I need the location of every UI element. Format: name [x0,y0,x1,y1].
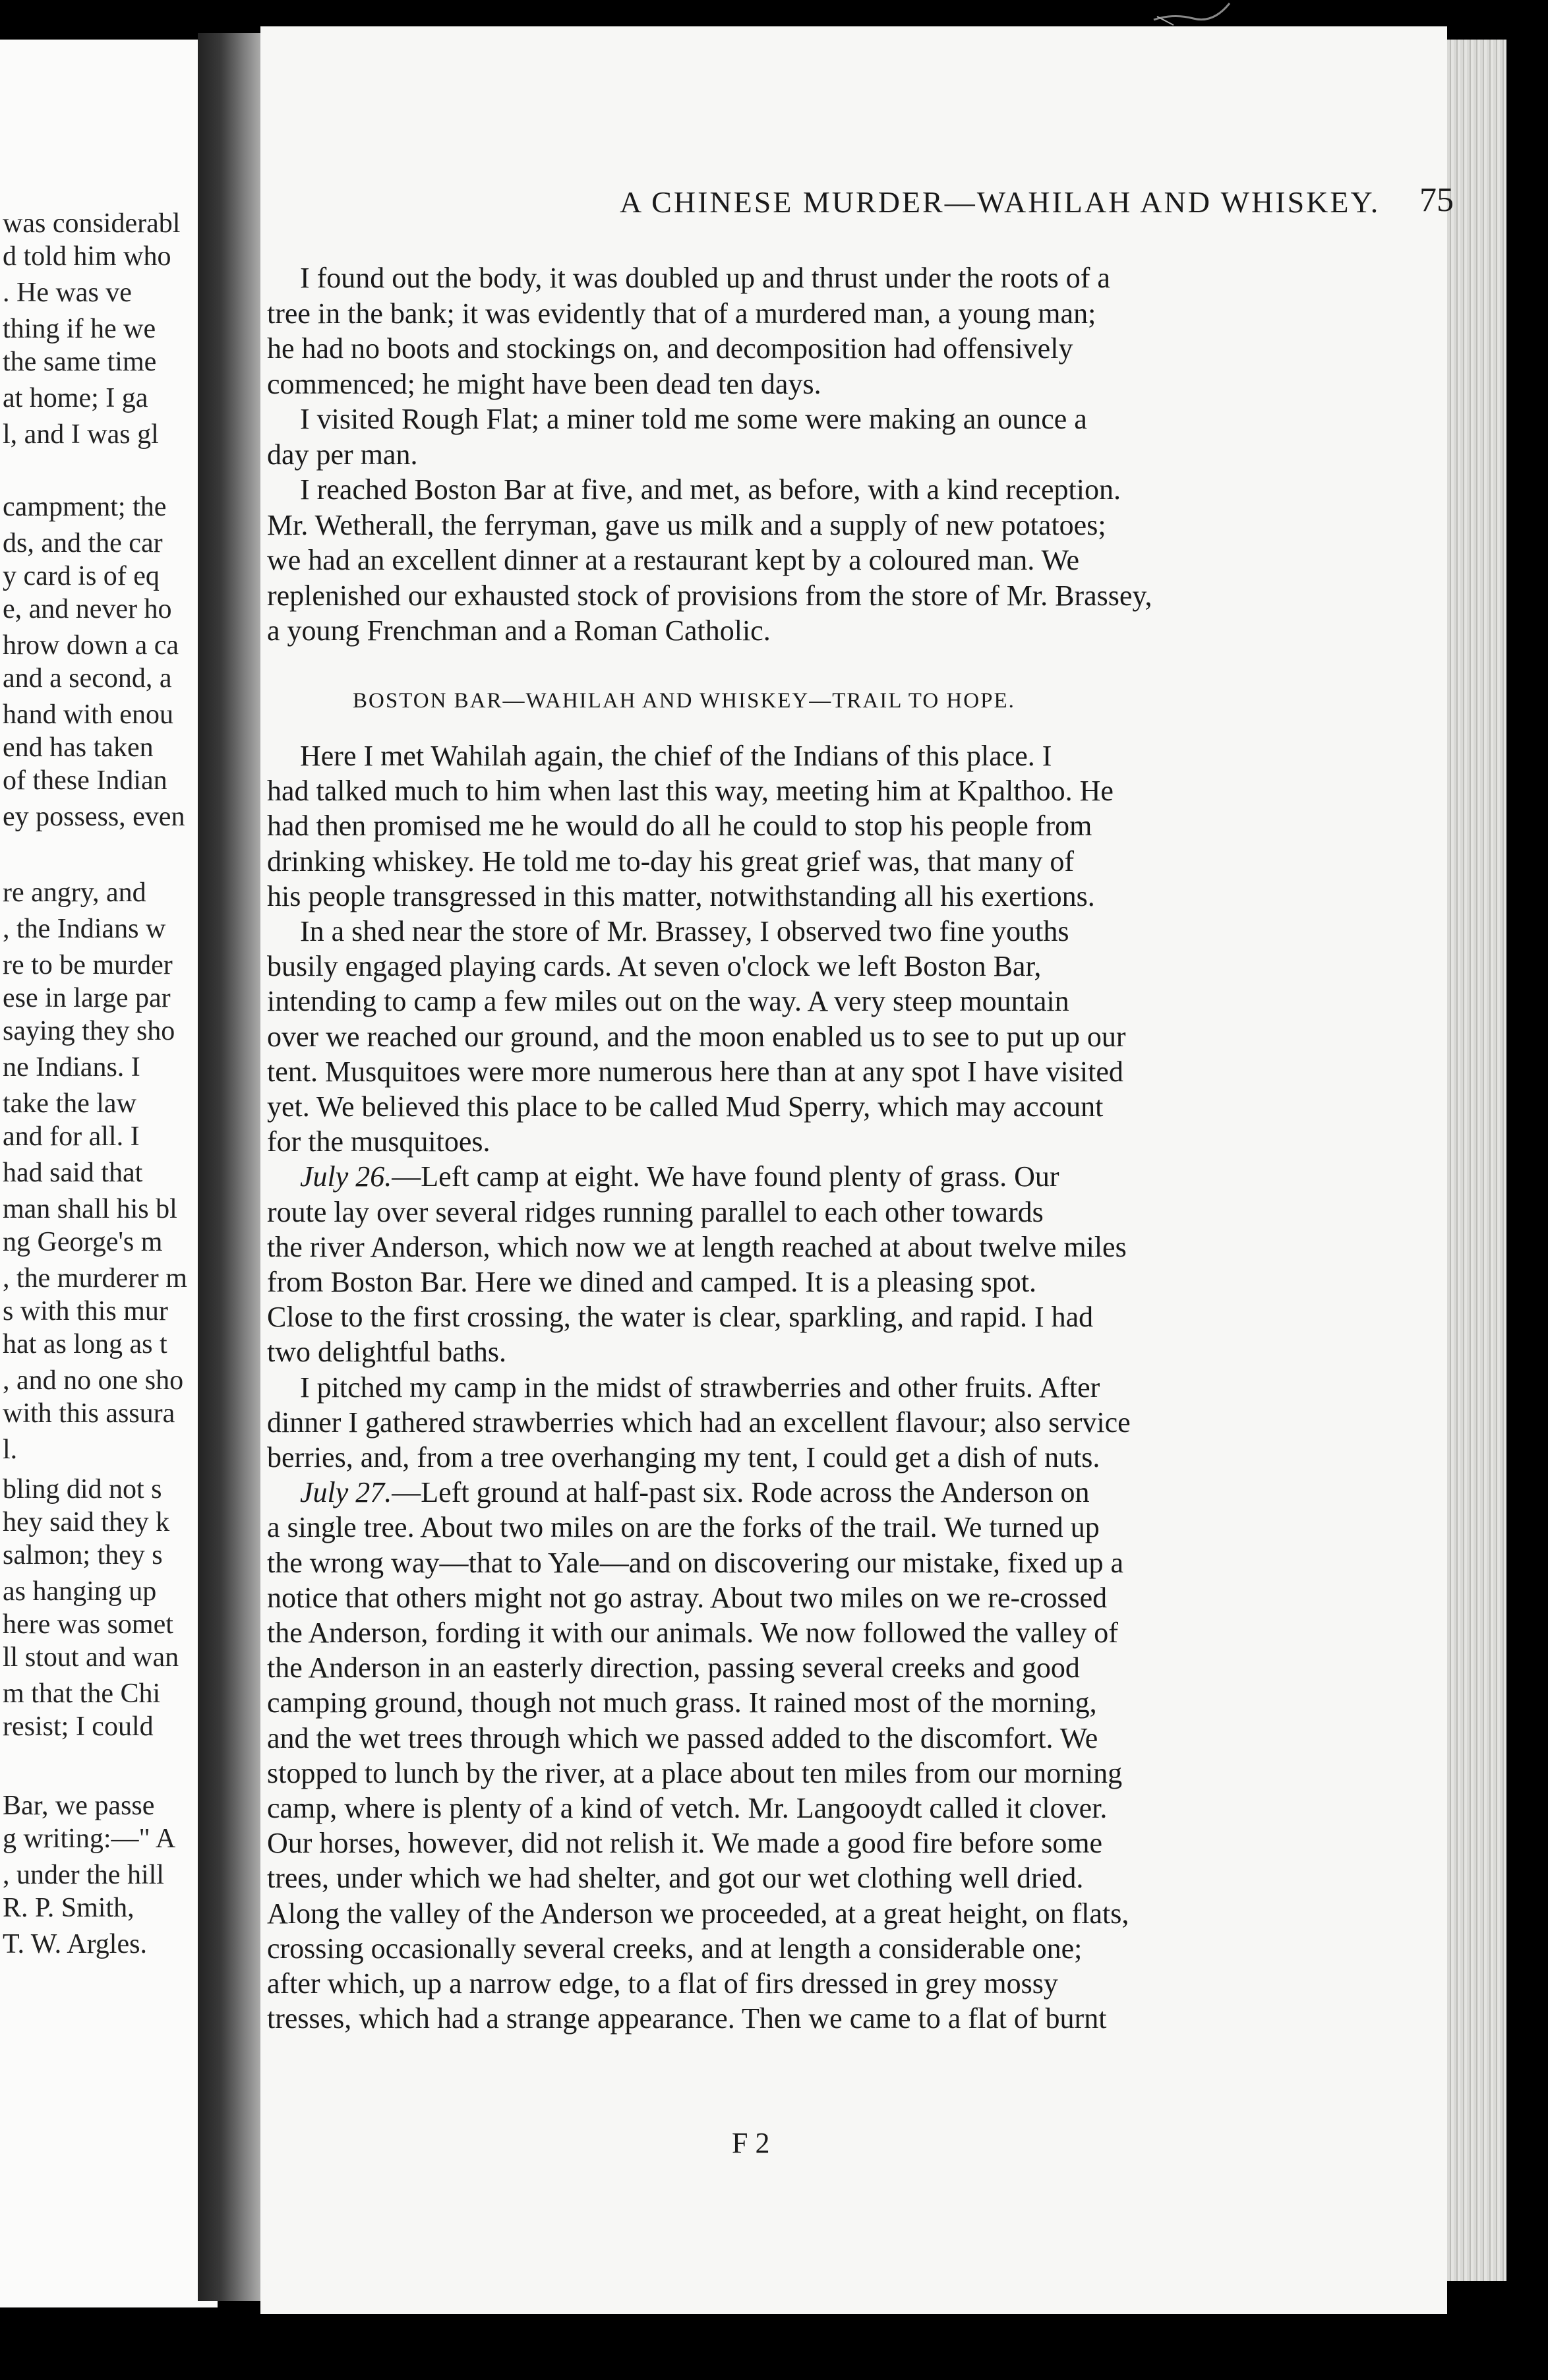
previous-page-fragment [0,40,218,2307]
left-page-line: s with this mur [3,1296,168,1326]
text-line: Our horses, however, did not relish it. We made a good fire before some [267,1827,1103,1860]
text-line: I reached Boston Bar at five, and met, as before, with a kind reception. [300,473,1121,506]
text-line: and the wet trees through which we passed added to the discomfort. We [267,1721,1098,1754]
text-line: Here I met Wahilah again, the chief of the Indians of this place. I [300,740,1052,772]
left-page-line: the same time [3,347,157,377]
left-page-line: ng George's m [3,1227,163,1257]
left-page-line: g writing:—" A [3,1824,176,1854]
page-stack-edge [1447,40,1506,2281]
left-page-line: as hanging up [3,1576,157,1607]
text-line: route lay over several ridges running parallel to each other towards [267,1195,1044,1228]
left-page-line: ne Indians. I [3,1052,140,1083]
left-page-line: of these Indian [3,765,167,796]
text-line: I found out the body, it was doubled up and thrust under the roots of a [300,262,1110,294]
left-page-line: d told him who [3,241,171,272]
text-line: Mr. Wetherall, the ferryman, gave us milk and a supply of new potatoes; [267,508,1106,541]
text-line [300,1475,1090,1510]
left-page-line: ese in large par [3,983,171,1013]
text-line: tresses, which had a strange appearance. Then we came to a flat of burnt [267,2002,1107,2035]
text-line: stopped to lunch by the river, at a place about ten miles from our morning [267,1756,1123,1789]
left-page-line: hrow down a ca [3,630,179,661]
left-page-line: l, and I was gl [3,419,159,450]
left-page-line: , the murderer m [3,1263,187,1294]
text-line: busily engaged playing cards. At seven o'clock we left Boston Bar, [267,950,1042,983]
text-line: after which, up a narrow edge, to a flat of firs dressed in grey mossy [267,1967,1058,2000]
text-line: for the musquitoes. [267,1125,491,1158]
text-line: In a shed near the store of Mr. Brassey, I observed two fine youths [300,915,1069,947]
text-line: he had no boots and stockings on, and decomposition had offensively [267,332,1073,365]
left-page-line: m that the Chi [3,1679,161,1709]
text-line: tent. Musquitoes were more numerous here than at any spot I have visited [267,1055,1123,1088]
text-line: trees, under which we had shelter, and got our wet clothing well dried. [267,1862,1084,1895]
left-page-line: at home; I ga [3,383,148,413]
text-line: notice that others might not go astray. About two miles on we re-crossed [267,1581,1108,1614]
left-page-line: end has taken [3,732,154,763]
left-page-line: T. W. Argles. [3,1929,147,1959]
left-page-line: saying they sho [3,1016,175,1046]
text-line: from Boston Bar. Here we dined and camped. It is a pleasing spot. [267,1266,1036,1298]
text-line: berries, and, from a tree overhanging my tent, I could get a dish of nuts. [267,1441,1100,1473]
left-page-line: with this assura [3,1398,175,1429]
date-label: July 26. [300,1160,392,1193]
text-line: over we reached our ground, and the moon enabled us to see to put up our [267,1020,1126,1053]
left-page-line: hey said they k [3,1507,170,1537]
left-page-line: man shall his bl [3,1194,177,1224]
left-page-line: l. [3,1435,18,1465]
text-line: had then promised me he would do all he could to stop his people from [267,810,1092,843]
text-line: drinking whiskey. He told me to-day his great grief was, that many of [267,845,1074,878]
left-page-line: re angry, and [3,878,146,908]
date-label: July 27. [300,1476,392,1509]
text-line: a single tree. About two miles on are the forks of the trail. We turned up [267,1511,1100,1544]
section-heading: BOSTON BAR—WAHILAH AND WHISKEY—TRAIL TO HOPE. [353,689,1015,713]
text-line: dinner I gathered strawberries which had an excellent flavour; also service [267,1406,1131,1439]
left-page-line: . He was ve [3,278,132,308]
left-page-line: , the Indians w [3,914,166,944]
left-page-line: hand with enou [3,699,173,730]
left-page-line: thing if he we [3,314,156,344]
left-page-line: re to be murder [3,950,173,980]
left-page-line: ds, and the car [3,528,163,558]
left-page-line: salmon; they s [3,1540,163,1570]
text-line: camp, where is plenty of a kind of vetch. Mr. Langooydt called it clover. [267,1792,1108,1824]
left-page-line: resist; I could [3,1711,154,1742]
left-page-line: was considerabl [3,208,181,239]
text-line [300,1159,1059,1195]
text-line: his people transgressed in this matter, notwithstanding all his exertions. [267,879,1095,912]
text-line: commenced; he might have been dead ten days. [267,367,821,400]
text-line: Close to the first crossing, the water is clear, sparkling, and rapid. I had [267,1301,1094,1334]
text-line: intending to camp a few miles out on the way. A very steep mountain [267,985,1069,1018]
text-line: the river Anderson, which now we at length reached at about twelve miles [267,1230,1127,1263]
text-line: camping ground, though not much grass. It rained most of the morning, [267,1686,1097,1719]
left-page-line: had said that [3,1158,143,1188]
text-line: two delightful baths. [267,1336,506,1369]
body-text [260,26,1447,2314]
text-line: the Anderson, fording it with our animals. We now followed the valley of [267,1617,1118,1649]
left-page-line: and for all. I [3,1121,140,1152]
text-line-rest: —Left ground at half-past six. Rode across the Anderson on [392,1476,1090,1509]
page-number: 75 [1419,181,1454,219]
text-line: day per man. [267,438,418,471]
left-page-line: ll stout and wan [3,1642,179,1673]
text-line: we had an excellent dinner at a restaurant kept by a coloured man. We [267,544,1080,576]
left-page-line: Bar, we passe [3,1791,155,1821]
text-line: a young Frenchman and a Roman Catholic. [267,614,771,647]
left-page-line: here was somet [3,1609,173,1640]
text-line: I pitched my camp in the midst of strawberries and other fruits. After [300,1371,1100,1404]
text-line: the wrong way—that to Yale—and on discovering our mistake, fixed up a [267,1546,1123,1579]
left-page-line: y card is of eq [3,561,160,591]
book-page [260,26,1454,2314]
left-page-line: R. P. Smith, [3,1893,134,1923]
text-line: the Anderson in an easterly direction, passing several creeks and good [267,1651,1080,1684]
left-page-line: , and no one sho [3,1365,184,1396]
left-page-line: and a second, a [3,663,172,694]
left-page-line: bling did not s [3,1474,162,1504]
running-head-title: A CHINESE MURDER—WAHILAH AND WHISKEY. [620,185,1381,219]
corner-scratch-mark [1147,0,1233,26]
text-line: I visited Rough Flat; a miner told me some were making an ounce a [300,403,1087,435]
left-page-line: , under the hill [3,1860,164,1890]
signature-mark: F 2 [732,2127,770,2159]
text-line: tree in the bank; it was evidently that of a murdered man, a young man; [267,297,1096,330]
text-line-rest: —Left camp at eight. We have found plenty of grass. Our [392,1160,1059,1193]
left-page-line: take the law [3,1088,136,1119]
left-page-line: e, and never ho [3,594,172,624]
left-page-line: campment; the [3,492,167,522]
left-page-line: ey possess, even [3,802,185,832]
text-line: yet. We believed this place to be called Mud Sperry, which may account [267,1090,1104,1123]
text-line: had talked much to him when last this way, meeting him at Kpalthoo. He [267,775,1114,808]
left-page-line: hat as long as t [3,1329,167,1359]
text-line: crossing occasionally several creeks, and at length a considerable one; [267,1932,1083,1965]
text-line: replenished our exhausted stock of provisions from the store of Mr. Brassey, [267,579,1152,612]
text-line: Along the valley of the Anderson we proceeded, at a great height, on flats, [267,1897,1129,1930]
